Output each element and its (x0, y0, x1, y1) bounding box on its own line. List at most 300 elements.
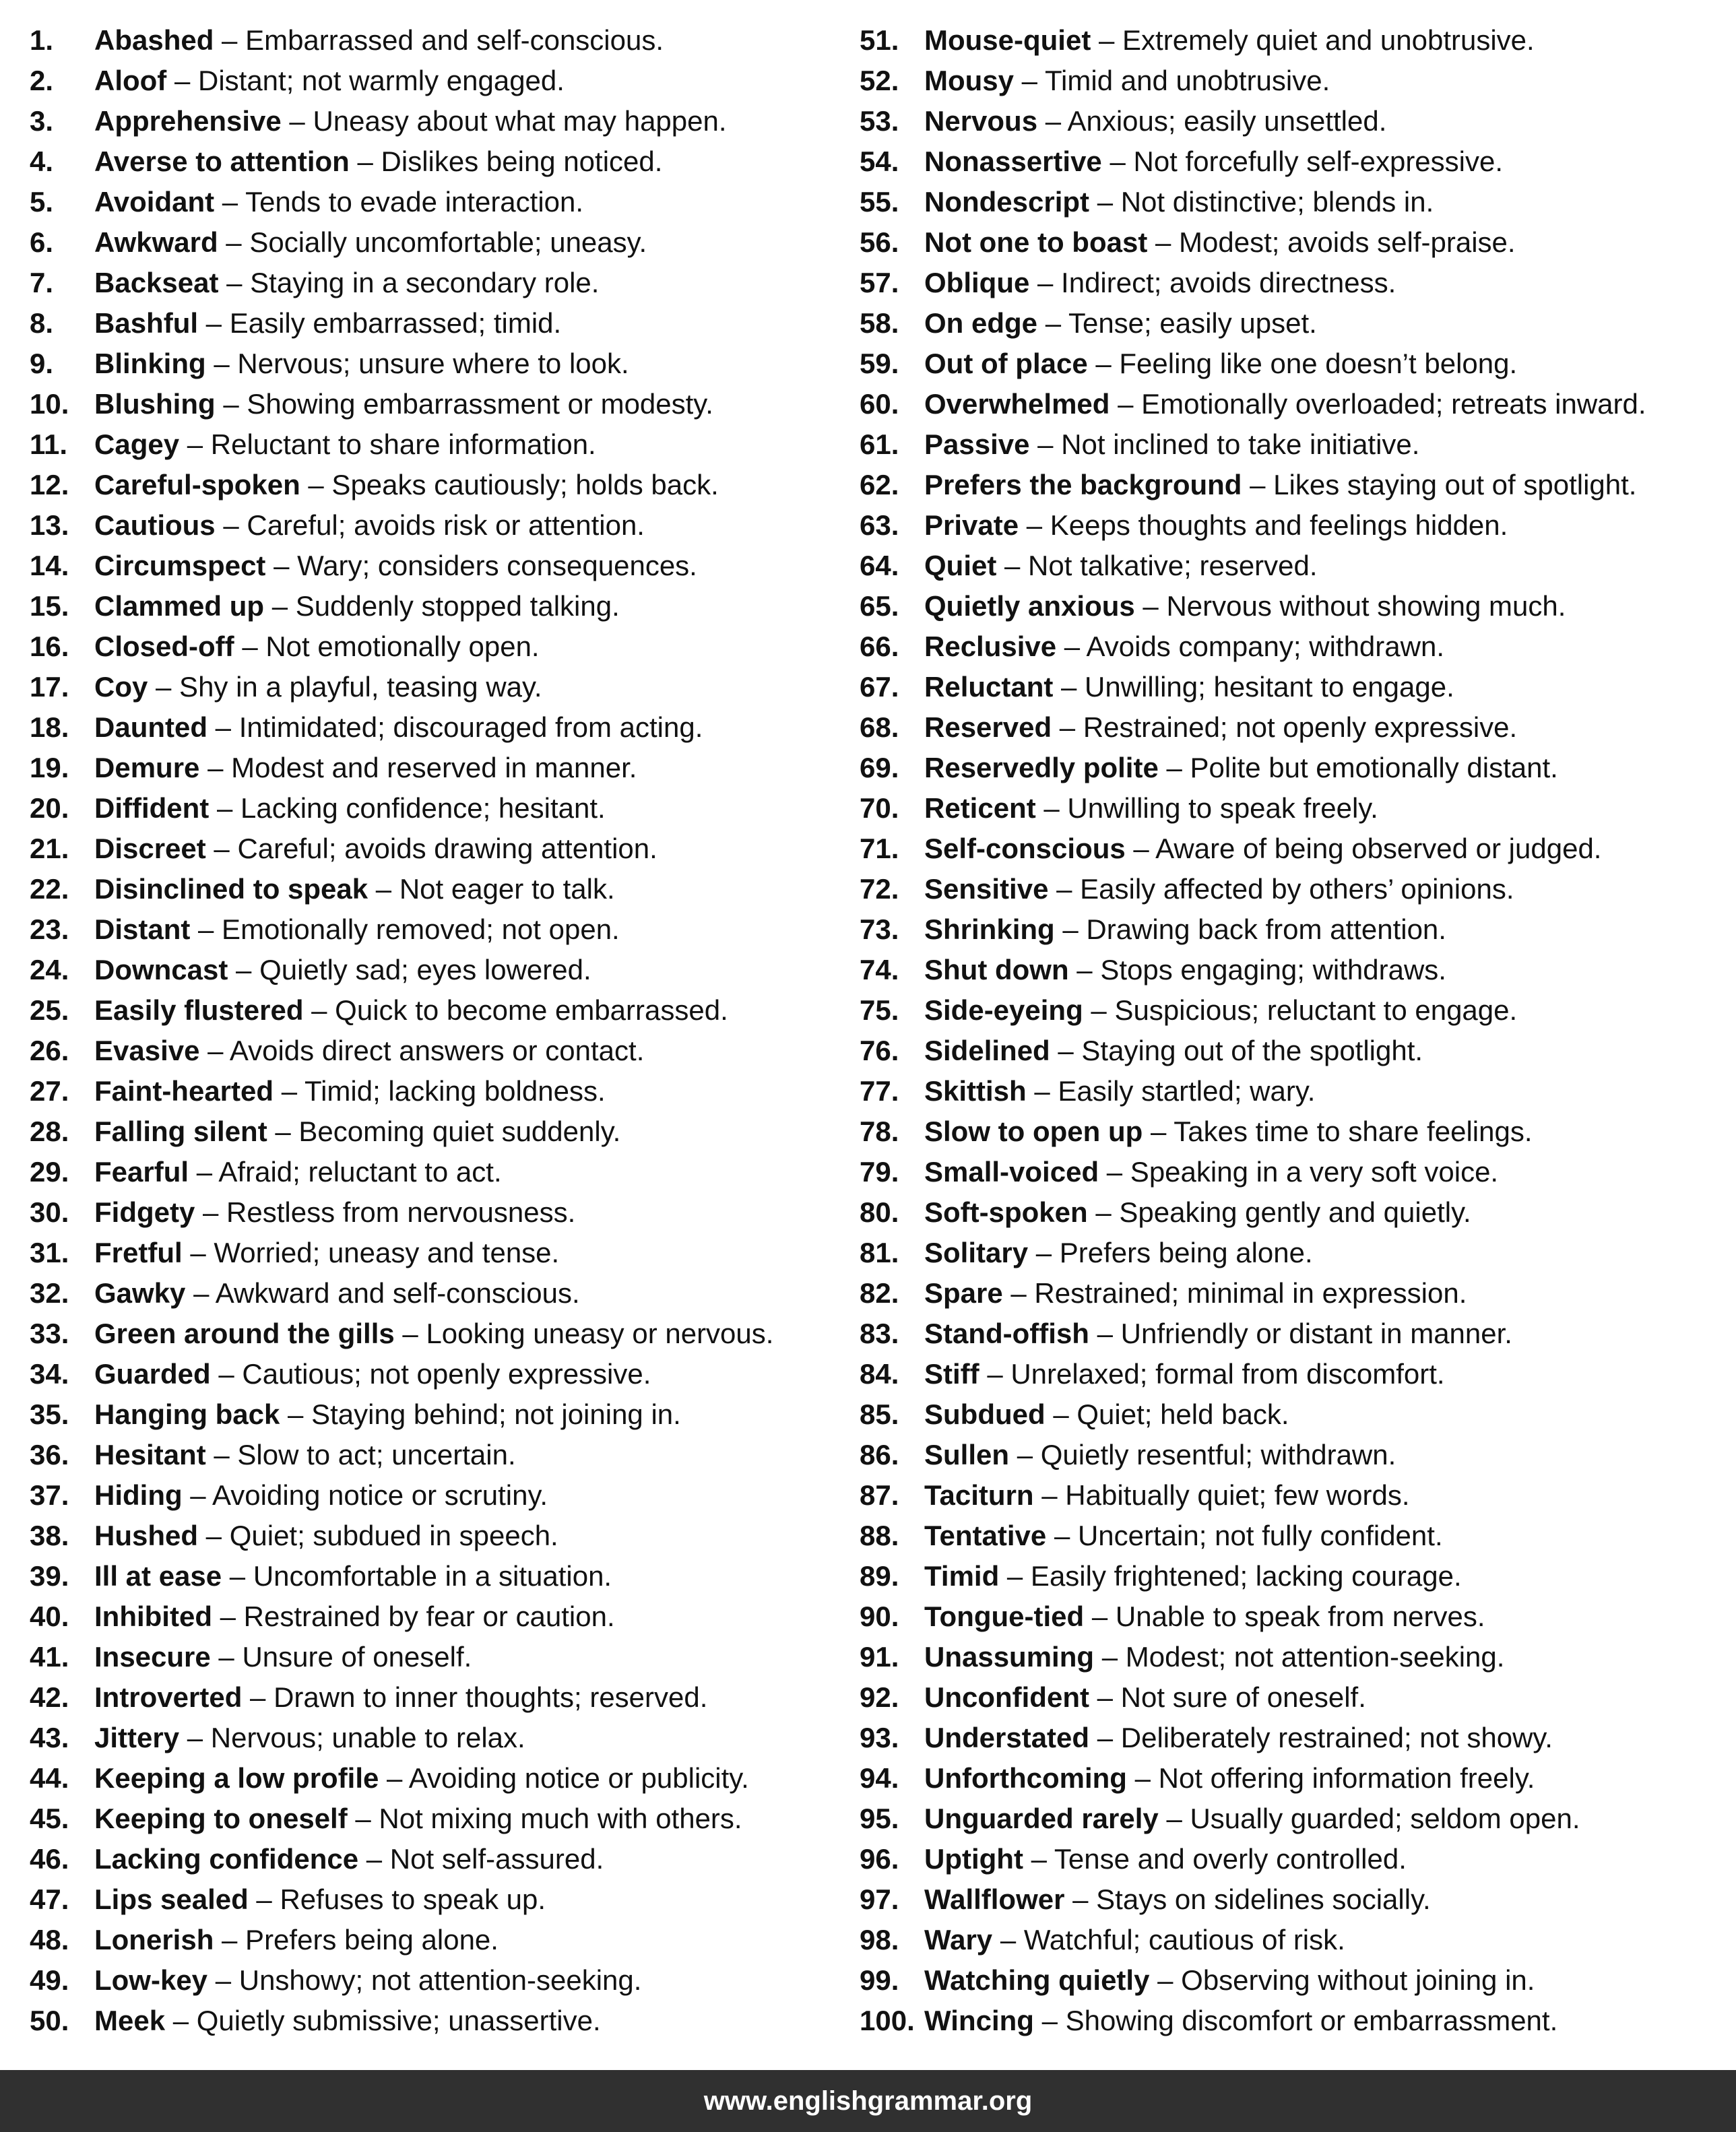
item-definition: – Speaks cautiously; holds back. (300, 469, 719, 500)
item-term: Fretful (94, 1237, 183, 1268)
list-item (30, 1111, 858, 1152)
item-text (94, 1273, 580, 1314)
item-text (924, 1758, 1535, 1799)
item-definition: – Quiet; subdued in speech. (198, 1520, 558, 1551)
list-item (860, 1516, 1729, 1556)
item-definition: – Modest and reserved in manner. (199, 752, 637, 783)
item-definition: – Not talkative; reserved. (996, 550, 1318, 581)
item-term: Watching quietly (924, 1964, 1150, 1996)
item-number: 65. (860, 590, 899, 622)
item-definition: – Careful; avoids risk or attention. (215, 509, 645, 541)
item-number: 33. (30, 1318, 69, 1349)
item-text (94, 950, 591, 990)
list-item (30, 1071, 858, 1111)
list-item (30, 344, 858, 384)
item-number: 66. (860, 631, 899, 662)
list-item (30, 586, 858, 626)
item-number: 43. (30, 1722, 69, 1753)
item-definition: – Speaking gently and quietly. (1087, 1196, 1471, 1228)
item-number: 53. (860, 105, 899, 137)
list-item (860, 303, 1729, 344)
item-term: Sullen (924, 1439, 1010, 1471)
item-text (924, 384, 1646, 424)
item-definition: – Nervous; unsure where to look. (205, 348, 629, 379)
item-text (94, 1475, 548, 1516)
item-text (924, 1677, 1366, 1718)
item-number: 92. (860, 1681, 899, 1713)
item-definition: – Restrained; not openly expressive. (1052, 711, 1518, 743)
item-term: Circumspect (94, 550, 266, 581)
item-text (924, 1273, 1467, 1314)
item-term: Closed-off (94, 631, 234, 662)
item-text (924, 1435, 1396, 1475)
item-text (924, 626, 1444, 667)
item-number: 76. (860, 1035, 899, 1066)
item-text (94, 869, 615, 909)
list-item (30, 909, 858, 950)
item-term: Reserved (924, 711, 1052, 743)
footer-banner (0, 2070, 1736, 2132)
item-term: Cautious (94, 509, 216, 541)
item-text (94, 586, 620, 626)
item-term: Hesitant (94, 1439, 206, 1471)
list-item (30, 222, 858, 263)
item-text (924, 1799, 1580, 1839)
item-text (94, 1920, 499, 1960)
list-item (860, 909, 1729, 950)
item-term: Meek (94, 2005, 166, 2036)
item-term: Hanging back (94, 1398, 280, 1430)
item-definition: – Watchful; cautious of risk. (992, 1924, 1345, 1956)
item-number: 4. (30, 146, 54, 177)
item-number: 23. (30, 913, 69, 945)
list-item (30, 424, 858, 465)
item-number: 69. (860, 752, 899, 783)
item-text (924, 909, 1446, 950)
item-definition: – Reluctant to share information. (179, 428, 596, 460)
list-item (860, 1637, 1729, 1677)
item-definition: – Dislikes being noticed. (349, 146, 663, 177)
item-text (924, 1233, 1313, 1273)
item-term: Apprehensive (94, 105, 282, 137)
list-item (860, 101, 1729, 141)
item-definition: – Not eager to talk. (368, 873, 615, 905)
item-text (924, 1031, 1423, 1071)
item-number: 72. (860, 873, 899, 905)
item-term: Uptight (924, 1843, 1023, 1875)
item-definition: – Easily embarrassed; timid. (198, 307, 562, 339)
list-item (30, 1233, 858, 1273)
item-number: 44. (30, 1762, 69, 1794)
item-definition: – Indirect; avoids directness. (1029, 267, 1396, 298)
item-term: Prefers the background (924, 469, 1242, 500)
list-item (860, 1152, 1729, 1192)
item-term: Avoidant (94, 186, 215, 218)
list-item (860, 182, 1729, 222)
item-text (924, 1314, 1512, 1354)
item-term: Lonerish (94, 1924, 214, 1956)
list-item (30, 263, 858, 303)
item-term: Unforthcoming (924, 1762, 1127, 1794)
item-text (94, 1192, 575, 1233)
list-item (860, 505, 1729, 546)
item-definition: – Looking uneasy or nervous. (394, 1318, 774, 1349)
list-item (30, 1152, 858, 1192)
list-item (860, 1111, 1729, 1152)
item-term: Inhibited (94, 1601, 212, 1632)
item-number: 40. (30, 1601, 69, 1632)
item-definition: – Drawn to inner thoughts; reserved. (242, 1681, 708, 1713)
item-text (924, 546, 1318, 586)
item-number: 34. (30, 1358, 69, 1390)
list-item (860, 222, 1729, 263)
item-term: Downcast (94, 954, 228, 986)
item-term: Mouse-quiet (924, 24, 1091, 56)
item-text (924, 61, 1330, 101)
item-text (94, 424, 596, 465)
item-definition: – Embarrassed and self-conscious. (214, 24, 664, 56)
item-number: 99. (860, 1964, 899, 1996)
item-text (924, 829, 1601, 869)
item-number: 7. (30, 267, 54, 298)
list-item (860, 1354, 1729, 1394)
item-definition: – Unrelaxed; formal from discomfort. (979, 1358, 1445, 1390)
item-definition: – Nervous; unable to relax. (179, 1722, 525, 1753)
item-definition: – Shy in a playful, teasing way. (148, 671, 542, 703)
item-definition: – Not offering information freely. (1126, 1762, 1535, 1794)
item-text (94, 182, 583, 222)
list-item (860, 1920, 1729, 1960)
item-text (94, 909, 620, 950)
item-text (924, 1596, 1485, 1637)
item-number: 11. (30, 428, 68, 460)
item-number: 73. (860, 913, 899, 945)
item-number: 49. (30, 1964, 69, 1996)
list-item (860, 2001, 1729, 2041)
item-number: 31. (30, 1237, 69, 1268)
item-term: Faint-hearted (94, 1075, 274, 1107)
item-term: Self-conscious (924, 833, 1126, 864)
item-definition: – Quiet; held back. (1045, 1398, 1289, 1430)
item-number: 29. (30, 1156, 69, 1188)
item-number: 8. (30, 307, 54, 339)
item-text (924, 20, 1535, 61)
item-definition: – Extremely quiet and unobtrusive. (1091, 24, 1535, 56)
item-text (94, 1516, 558, 1556)
item-number: 94. (860, 1762, 899, 1794)
item-text (924, 141, 1503, 182)
item-text (924, 788, 1378, 829)
item-definition: – Anxious; easily unsettled. (1037, 105, 1387, 137)
item-term: Slow to open up (924, 1116, 1143, 1147)
item-term: Tentative (924, 1520, 1047, 1551)
item-number: 17. (30, 671, 69, 703)
item-definition: – Staying out of the spotlight. (1050, 1035, 1423, 1066)
item-number: 30. (30, 1196, 69, 1228)
item-number: 45. (30, 1803, 69, 1834)
item-definition: – Unable to speak from nerves. (1084, 1601, 1485, 1632)
list-item (860, 990, 1729, 1031)
item-number: 100. (860, 2005, 915, 2036)
item-definition: – Prefers being alone. (214, 1924, 499, 1956)
item-term: Wincing (924, 2005, 1034, 2036)
list-item (860, 950, 1729, 990)
item-term: Wary (924, 1924, 993, 1956)
item-number: 83. (860, 1318, 899, 1349)
item-term: Reticent (924, 792, 1036, 824)
list-item (860, 1314, 1729, 1354)
item-definition: – Emotionally removed; not open. (190, 913, 620, 945)
list-item (860, 465, 1729, 505)
item-number: 90. (860, 1601, 899, 1632)
list-item (860, 1718, 1729, 1758)
list-item (860, 1192, 1729, 1233)
item-term: Stiff (924, 1358, 979, 1390)
item-definition: – Not self-assured. (358, 1843, 604, 1875)
item-number: 15. (30, 590, 69, 622)
item-term: Insecure (94, 1641, 211, 1673)
item-text (94, 1435, 516, 1475)
item-term: Cagey (94, 428, 180, 460)
list-item (30, 1556, 858, 1596)
item-number: 74. (860, 954, 899, 986)
item-number: 14. (30, 550, 69, 581)
list-item (860, 1677, 1729, 1718)
item-definition: – Unwilling; hesitant to engage. (1053, 671, 1454, 703)
item-text (924, 344, 1517, 384)
item-text (94, 101, 727, 141)
item-text (924, 1960, 1535, 2001)
list-item (860, 1273, 1729, 1314)
item-text (924, 1152, 1498, 1192)
item-number: 64. (860, 550, 899, 581)
item-text (94, 303, 561, 344)
item-term: Hushed (94, 1520, 199, 1551)
item-definition: – Quick to become embarrassed. (303, 994, 728, 1026)
list-item (30, 505, 858, 546)
item-number: 47. (30, 1883, 69, 1915)
item-definition: – Not distinctive; blends in. (1089, 186, 1434, 218)
item-definition: – Avoids company; withdrawn. (1056, 631, 1444, 662)
item-term: Overwhelmed (924, 388, 1110, 420)
item-text (924, 1354, 1445, 1394)
item-definition: – Modest; not attention-seeking. (1094, 1641, 1505, 1673)
item-term: Mousy (924, 65, 1015, 96)
item-text (94, 2001, 601, 2041)
item-term: Reclusive (924, 631, 1057, 662)
item-definition: – Quietly submissive; unassertive. (165, 2005, 601, 2036)
item-definition: – Tends to evade interaction. (214, 186, 584, 218)
list-item (30, 1273, 858, 1314)
item-number: 10. (30, 388, 69, 420)
item-text (924, 1637, 1504, 1677)
item-text (94, 141, 662, 182)
item-text (94, 465, 719, 505)
left-column (30, 20, 858, 2041)
list-item (860, 667, 1729, 707)
list-item (30, 950, 858, 990)
item-number: 18. (30, 711, 69, 743)
item-text (94, 1718, 525, 1758)
item-definition: – Uneasy about what may happen. (281, 105, 727, 137)
item-text (94, 20, 664, 61)
item-term: Taciturn (924, 1479, 1034, 1511)
item-definition: – Likes staying out of spotlight. (1242, 469, 1637, 500)
item-number: 42. (30, 1681, 69, 1713)
item-definition: – Socially uncomfortable; uneasy. (218, 226, 647, 258)
item-number: 86. (860, 1439, 899, 1471)
item-text (94, 344, 629, 384)
item-number: 3. (30, 105, 54, 137)
item-number: 19. (30, 752, 69, 783)
item-number: 16. (30, 631, 69, 662)
item-number: 75. (860, 994, 899, 1026)
item-text (94, 748, 637, 788)
list-item (860, 1435, 1729, 1475)
item-term: Nervous (924, 105, 1038, 137)
item-term: Green around the gills (94, 1318, 395, 1349)
item-definition: – Polite but emotionally distant. (1158, 752, 1558, 783)
list-item (30, 61, 858, 101)
item-text (924, 1192, 1471, 1233)
item-definition: – Deliberately restrained; not showy. (1089, 1722, 1553, 1753)
item-term: Averse to attention (94, 146, 350, 177)
list-item (860, 788, 1729, 829)
item-definition: – Stops engaging; withdraws. (1068, 954, 1446, 986)
item-number: 20. (30, 792, 69, 824)
item-number: 52. (860, 65, 899, 96)
item-number: 38. (30, 1520, 69, 1551)
item-text (924, 1718, 1553, 1758)
list-item (30, 748, 858, 788)
list-item (860, 626, 1729, 667)
list-item (860, 1799, 1729, 1839)
list-item (30, 1879, 858, 1920)
item-definition: – Speaking in a very soft voice. (1099, 1156, 1499, 1188)
item-term: Aloof (94, 65, 167, 96)
item-number: 48. (30, 1924, 69, 1956)
item-number: 6. (30, 226, 54, 258)
item-term: Wallflower (924, 1883, 1065, 1915)
item-text (94, 1758, 749, 1799)
item-term: Jittery (94, 1722, 180, 1753)
item-definition: – Easily startled; wary. (1026, 1075, 1316, 1107)
item-definition: – Modest; avoids self-praise. (1147, 226, 1516, 258)
item-definition: – Prefers being alone. (1028, 1237, 1313, 1268)
item-number: 41. (30, 1641, 69, 1673)
item-text (94, 1799, 742, 1839)
item-number: 98. (860, 1924, 899, 1956)
item-number: 85. (860, 1398, 899, 1430)
item-term: Diffident (94, 792, 210, 824)
item-number: 27. (30, 1075, 69, 1107)
item-definition: – Timid; lacking boldness. (274, 1075, 606, 1107)
item-definition: – Easily frightened; lacking courage. (999, 1560, 1462, 1592)
list-item (30, 1677, 858, 1718)
item-term: Lips sealed (94, 1883, 249, 1915)
list-item (860, 1960, 1729, 2001)
item-term: On edge (924, 307, 1038, 339)
item-text (94, 1111, 620, 1152)
item-text (924, 748, 1558, 788)
item-definition: – Avoiding notice or scrutiny. (182, 1479, 548, 1511)
item-term: Reluctant (924, 671, 1054, 703)
item-definition: – Not inclined to take initiative. (1029, 428, 1420, 460)
item-definition: – Quietly sad; eyes lowered. (228, 954, 591, 986)
item-definition: – Wary; considers consequences. (265, 550, 697, 581)
item-term: Coy (94, 671, 148, 703)
item-number: 9. (30, 348, 54, 379)
item-term: Awkward (94, 226, 218, 258)
item-text (94, 384, 713, 424)
item-number: 57. (860, 267, 899, 298)
item-number: 54. (860, 146, 899, 177)
item-number: 89. (860, 1560, 899, 1592)
item-text (94, 1839, 604, 1879)
item-text (924, 101, 1386, 141)
item-text (924, 950, 1446, 990)
list-item (30, 101, 858, 141)
list-item (860, 707, 1729, 748)
item-number: 70. (860, 792, 899, 824)
item-text (924, 707, 1517, 748)
item-definition: – Takes time to share feelings. (1143, 1116, 1533, 1147)
list-item (30, 1596, 858, 1637)
right-column (860, 20, 1729, 2041)
item-number: 26. (30, 1035, 69, 1066)
list-item (30, 1637, 858, 1677)
item-definition: – Staying in a secondary role. (218, 267, 600, 298)
item-definition: – Suddenly stopped talking. (264, 590, 620, 622)
item-term: Not one to boast (924, 226, 1148, 258)
item-number: 1. (30, 24, 54, 56)
item-definition: – Staying behind; not joining in. (280, 1398, 681, 1430)
list-item (860, 384, 1729, 424)
item-text (94, 1152, 502, 1192)
item-term: Nonassertive (924, 146, 1102, 177)
item-number: 13. (30, 509, 69, 541)
item-definition: – Not emotionally open. (234, 631, 540, 662)
item-text (924, 1111, 1533, 1152)
item-term: Blushing (94, 388, 216, 420)
item-definition: – Intimidated; discouraged from acting. (207, 711, 703, 743)
item-number: 55. (860, 186, 899, 218)
item-number: 5. (30, 186, 54, 218)
item-term: Guarded (94, 1358, 211, 1390)
item-term: Discreet (94, 833, 206, 864)
item-definition: – Cautious; not openly expressive. (210, 1358, 651, 1390)
item-term: Sensitive (924, 873, 1049, 905)
item-term: Shut down (924, 954, 1069, 986)
list-item (30, 1718, 858, 1758)
list-item (30, 1354, 858, 1394)
item-term: Quietly anxious (924, 590, 1135, 622)
item-number: 62. (860, 469, 899, 500)
list-item (860, 424, 1729, 465)
item-number: 39. (30, 1560, 69, 1592)
item-number: 51. (860, 24, 899, 56)
item-definition: – Drawing back from attention. (1054, 913, 1446, 945)
item-number: 91. (860, 1641, 899, 1673)
item-term: Bashful (94, 307, 199, 339)
list-item (30, 1960, 858, 2001)
item-text (924, 1920, 1345, 1960)
item-text (94, 263, 599, 303)
item-number: 71. (860, 833, 899, 864)
item-definition: – Showing discomfort or embarrassment. (1033, 2005, 1558, 2036)
item-text (94, 222, 647, 263)
item-term: Nondescript (924, 186, 1090, 218)
